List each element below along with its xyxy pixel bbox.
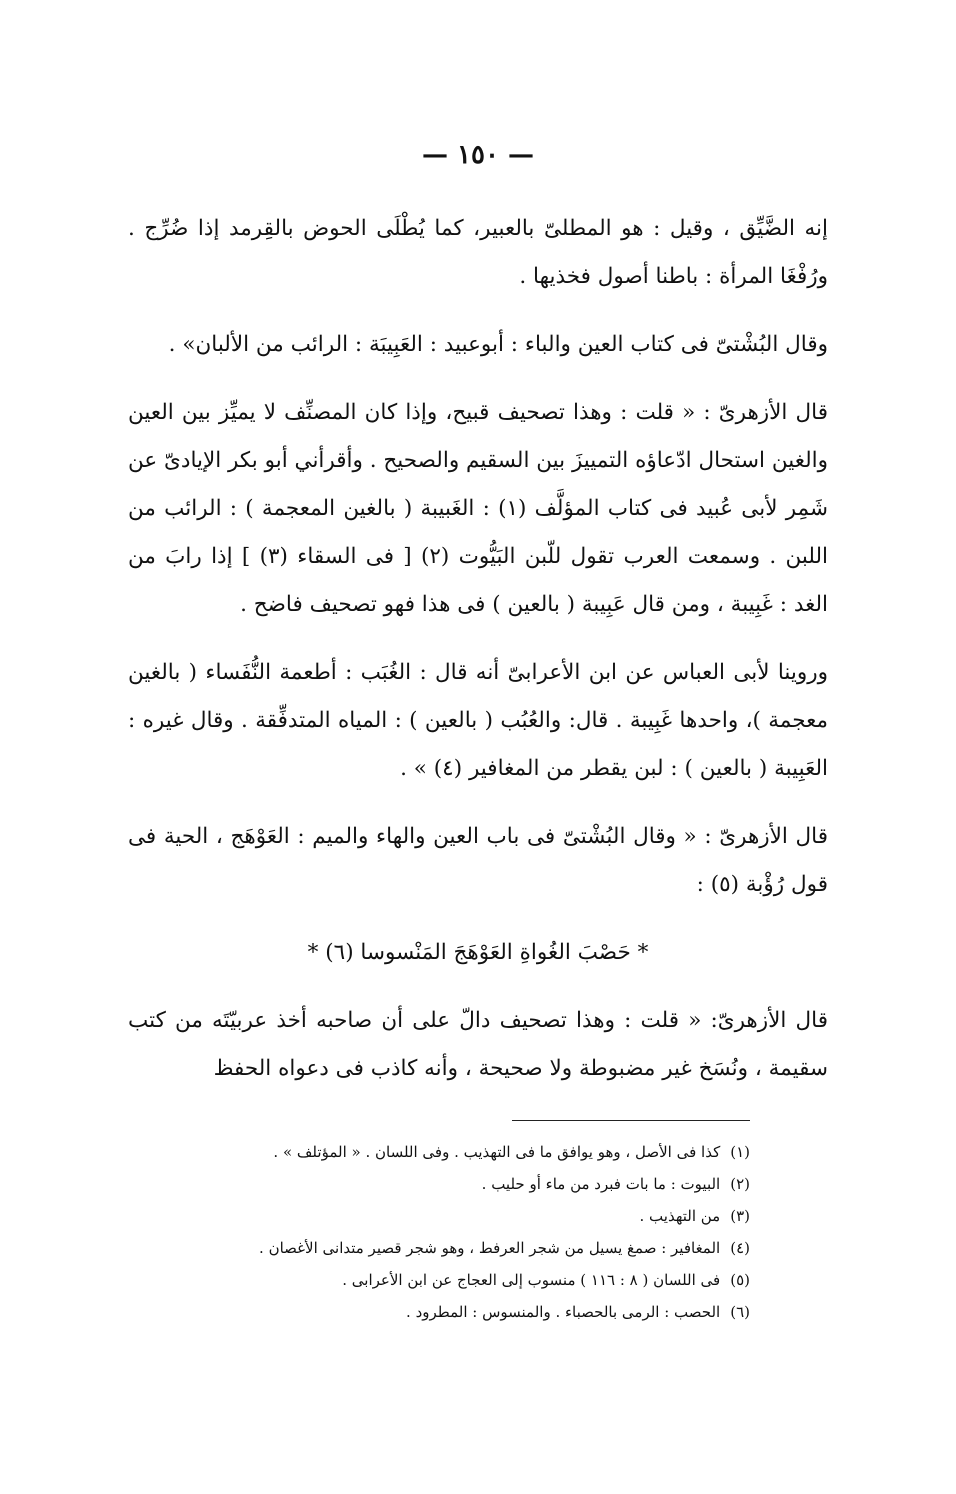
paragraph-3: قال الأزهرىّ : « قلت : وهذا تصحيف قبيح، وإذا كان المصنِّف لا يميِّز بين العين والغين استحال ادّعاؤه التمييزَ بين السقيم والصحيح . وأقرأني أبو بكر الإيادىّ عن شَمِر لأبى عُبيد فى كتاب المؤلَّف (١) : الغَبيبة ( بالغين المعجمة ) : الرائب من اللبن . وسمعت العرب تقول للّبن البَيُّوت (٢) [ فى السقاء (٣) ] إذا رابَ من الغد : غَبِيبة ، ومن قال عَبِيبة ( بالعين ) فى هذا فهو تصحيف فاضح . bbox=[128, 400, 828, 617]
footnote-text: فى اللسان ( ٨ : ١١٦ ) منسوب إلى العجاج عن ابن الأعرابى . bbox=[342, 1271, 721, 1289]
footnote-divider bbox=[512, 1120, 750, 1121]
footnote-number: (١) bbox=[730, 1143, 750, 1161]
footnote-item bbox=[230, 1232, 750, 1264]
footnote-item bbox=[230, 1136, 750, 1168]
footnote-text: البيوت : ما بات فبرد من ماء أو حليب . bbox=[481, 1175, 721, 1193]
footnote-number: (٤) bbox=[730, 1239, 750, 1257]
paragraph-4: وروينا لأبى العباس عن ابن الأعرابىّ أنه قال : الغُبَب : أطعمة النُّفَساء ( بالغين معجمة )، واحدها غَبِيبة . قال: والعُبُب ( بالعين ) : المياه المتدفِّقة . وقال غيره : العَبِيبة ( بالعين ) : لبن يقطر من المغافير (٤) » . bbox=[128, 660, 828, 781]
page-number: — ١٥٠ — bbox=[421, 140, 535, 170]
footnote-text: الحصب : الرمى بالحصباء . والمنسوس : المطرود . bbox=[406, 1303, 721, 1321]
footnote-item bbox=[230, 1264, 750, 1296]
paragraph-1: إنه الضَّيِّق ، وقيل : هو المطلىّ بالعبير، كما يُطْلَى الحوض بالقِرمد إذا ضُرِّج . ورُفْغَا المرأة : باطنا أصول فخذيها . bbox=[128, 216, 828, 289]
footnote-number: (٢) bbox=[730, 1175, 750, 1193]
main-text bbox=[128, 205, 828, 1113]
footnote-item bbox=[230, 1296, 750, 1328]
footnote-text: كذا فى الأصل ، وهو يوافق ما فى التهذيب . وفى اللسان . « المؤتلف » . bbox=[273, 1143, 721, 1161]
footnote-item bbox=[230, 1200, 750, 1232]
footnotes bbox=[230, 1136, 750, 1328]
footnote-number: (٣) bbox=[730, 1207, 750, 1225]
paragraph-5: قال الأزهرىّ : « وقال البُشْتىّ فى باب العين والهاء والميم : العَوْهَج ، الحية فى قول رُؤْبة (٥) : bbox=[128, 824, 828, 897]
paragraph-6: قال الأزهرىّ: « قلت : وهذا تصحيف دالّ على أن صاحبه أخذ عربيّتَه من كتب سقيمة ، ونُسَخ غير مضبوطة ولا صحيحة ، وأنه كاذب فى دعواه الحفظ bbox=[128, 1008, 828, 1081]
paragraph-2: وقال البُشْتىّ فى كتاب العين والباء : أبوعبيد : العَبِيبَة : الرائب من الألبان» . bbox=[168, 332, 828, 357]
footnote-text: من التهذيب . bbox=[639, 1207, 721, 1225]
verse-line: * حَصْبَ الغُواةِ العَوْهَجَ المَنْسوسا (٦) * bbox=[307, 940, 649, 965]
footnote-item bbox=[230, 1168, 750, 1200]
footnote-number: (٦) bbox=[730, 1303, 750, 1321]
footnote-text: المغافير : صمغ يسيل من شجر العرفط ، وهو شجر قصير متدانى الأغصان . bbox=[259, 1239, 721, 1257]
footnote-number: (٥) bbox=[730, 1271, 750, 1289]
